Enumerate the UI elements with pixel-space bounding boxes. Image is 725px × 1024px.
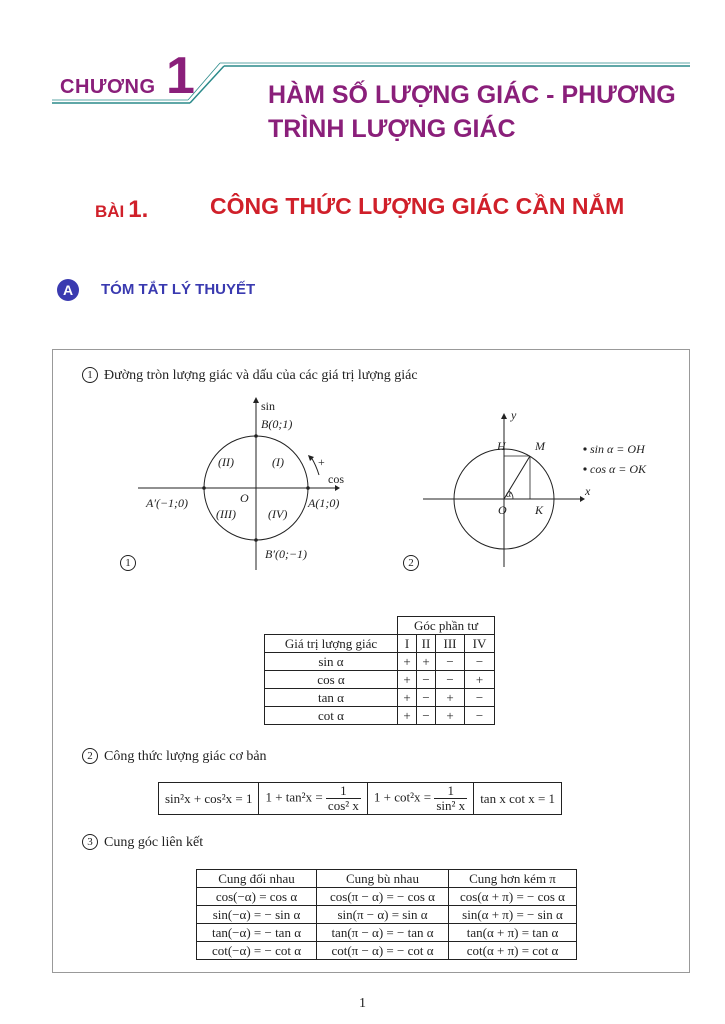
- column-header: Cung bù nhau: [317, 870, 449, 888]
- table-row: [197, 888, 577, 906]
- formula-tan-fraction: $\frac{1}{\text{cos² x}}$: [327, 783, 359, 813]
- quadrant-i-label: (I): [272, 455, 284, 469]
- page-number: 1: [359, 996, 366, 1011]
- point-b: [254, 434, 258, 438]
- sign-cell: +: [417, 653, 436, 671]
- item-heading-2: [82, 748, 267, 765]
- item-number-3: 3: [82, 834, 98, 850]
- sign-cell: −: [465, 689, 495, 707]
- table-row: [197, 906, 577, 924]
- formula-tan-left: 1 + tan²x =: [265, 789, 323, 805]
- point-b-label: B(0;1): [261, 417, 293, 431]
- lesson-number: 1.: [128, 196, 149, 223]
- point-a-prime: [202, 486, 206, 490]
- chapter-label: CHƯƠNG: [60, 76, 156, 98]
- table-cell: cos(π − α) = − cos α: [317, 888, 449, 906]
- item-number-1: 1: [82, 367, 98, 383]
- sign-cell: −: [465, 653, 495, 671]
- table-cell: cos(−α) = cos α: [197, 888, 317, 906]
- table-cell: tan(−α) = − tan α: [197, 924, 317, 942]
- y-axis-label: y: [511, 408, 517, 422]
- sign-cell: +: [465, 671, 495, 689]
- table-row: [197, 924, 577, 942]
- projection-figure: [415, 405, 705, 570]
- item-text-1: Đường tròn lượng giác và dấu của các giá trị lượng giác: [104, 368, 418, 383]
- formula-cot-fraction: $\frac{1}{\text{sin² x}}$: [436, 783, 466, 813]
- chapter-title: HÀM SỐ LƯỢNG GIÁC - PHƯƠNG TRÌNH LƯỢNG GIÁC: [268, 81, 676, 143]
- lesson-title: CÔNG THỨC LƯỢNG GIÁC CẦN NẮM: [210, 193, 625, 219]
- point-m-label: M: [535, 439, 545, 453]
- section-badge: A: [57, 279, 79, 301]
- bullet-cos: [583, 467, 586, 470]
- sign-cell: −: [417, 671, 436, 689]
- item-heading-3: [82, 834, 203, 851]
- row-header: Giá trị lượng giác: [265, 635, 398, 653]
- function-name: tan α: [265, 689, 398, 707]
- table-cell: sin(π − α) = sin α: [317, 906, 449, 924]
- column-header: Cung hơn kém π: [449, 870, 577, 888]
- basic-formulas-table: [158, 782, 562, 815]
- alpha-label: α: [506, 489, 512, 500]
- note-sin: sin α = OH: [590, 442, 645, 456]
- quadrant-header: IV: [465, 635, 495, 653]
- table-cell: sin(α + π) = − sin α: [449, 906, 577, 924]
- x-axis-label: x: [585, 484, 591, 498]
- quadrant-ii-label: (II): [218, 455, 234, 469]
- sign-cell: +: [436, 707, 465, 725]
- sign-cell: −: [417, 689, 436, 707]
- table-row: [197, 942, 577, 960]
- table-cell: cot(π − α) = − cot α: [317, 942, 449, 960]
- quadrant-iv-label: (IV): [268, 507, 288, 521]
- table-row: [265, 671, 495, 689]
- point-k-label: K: [535, 503, 544, 517]
- sign-cell: +: [398, 707, 417, 725]
- figure-2-number: 2: [403, 555, 419, 571]
- function-name: sin α: [265, 653, 398, 671]
- quadrant-group-header: Góc phần tư: [398, 617, 495, 635]
- sign-cell: −: [436, 653, 465, 671]
- formula-tan-cot: tan x cot x = 1: [474, 783, 562, 815]
- related-angles-table: [196, 869, 577, 960]
- cos-axis-label: cos: [328, 472, 344, 486]
- table-cell: cot(α + π) = cot α: [449, 942, 577, 960]
- point-h-label: H: [497, 439, 506, 453]
- formula-cot: [367, 783, 473, 815]
- function-name: cot α: [265, 707, 398, 725]
- sign-table: [264, 616, 495, 725]
- sign-cell: +: [398, 689, 417, 707]
- origin-label: O: [240, 491, 249, 505]
- table-cell: sin(−α) = − sin α: [197, 906, 317, 924]
- formula-cot-left: 1 + cot²x =: [373, 789, 432, 805]
- column-header: Cung đối nhau: [197, 870, 317, 888]
- sign-cell: −: [417, 707, 436, 725]
- point-b-prime: [254, 538, 258, 542]
- table-row: [265, 653, 495, 671]
- formula-pythagorean: sin²x + cos²x = 1: [159, 783, 259, 815]
- item-number-2: 2: [82, 748, 98, 764]
- sign-cell: +: [436, 689, 465, 707]
- sign-cell: −: [465, 707, 495, 725]
- item-heading-1: [82, 367, 418, 384]
- table-row: [265, 689, 495, 707]
- table-cell: cot(−α) = − cot α: [197, 942, 317, 960]
- y-axis-arrow: [501, 413, 507, 419]
- formula-tan: [259, 783, 367, 815]
- quadrant-iii-label: (III): [216, 507, 236, 521]
- sign-table-empty-cell: [265, 617, 398, 635]
- table-cell: tan(π − α) = − tan α: [317, 924, 449, 942]
- lesson-label: [95, 196, 148, 224]
- point-a: [306, 486, 310, 490]
- quadrant-header: I: [398, 635, 417, 653]
- sign-cell: −: [436, 671, 465, 689]
- plus-sign: +: [318, 455, 325, 469]
- point-a-label: A(1;0): [308, 496, 340, 510]
- quadrant-header: III: [436, 635, 465, 653]
- figure-1-number: 1: [120, 555, 136, 571]
- point-o-label: O: [498, 503, 507, 517]
- chapter-number: 1: [166, 47, 195, 105]
- quadrant-header: II: [417, 635, 436, 653]
- table-cell: tan(α + π) = tan α: [449, 924, 577, 942]
- unit-circle-figure: [130, 395, 370, 570]
- sin-axis-label: sin: [261, 399, 276, 413]
- note-cos: cos α = OK: [590, 462, 647, 476]
- sign-cell: +: [398, 653, 417, 671]
- item-text-2: Công thức lượng giác cơ bản: [104, 749, 267, 764]
- lesson-word: BÀI: [95, 202, 125, 221]
- function-name: cos α: [265, 671, 398, 689]
- section-title: TÓM TẮT LÝ THUYẾT: [101, 281, 256, 298]
- sign-cell: +: [398, 671, 417, 689]
- table-cell: cos(α + π) = − cos α: [449, 888, 577, 906]
- point-b-prime-label: B′(0;−1): [265, 547, 308, 561]
- table-row: [265, 707, 495, 725]
- item-text-3: Cung góc liên kết: [104, 835, 204, 850]
- sin-axis-arrow: [253, 397, 259, 403]
- bullet-sin: [583, 447, 586, 450]
- point-a-prime-label: A′(−1;0): [146, 496, 189, 510]
